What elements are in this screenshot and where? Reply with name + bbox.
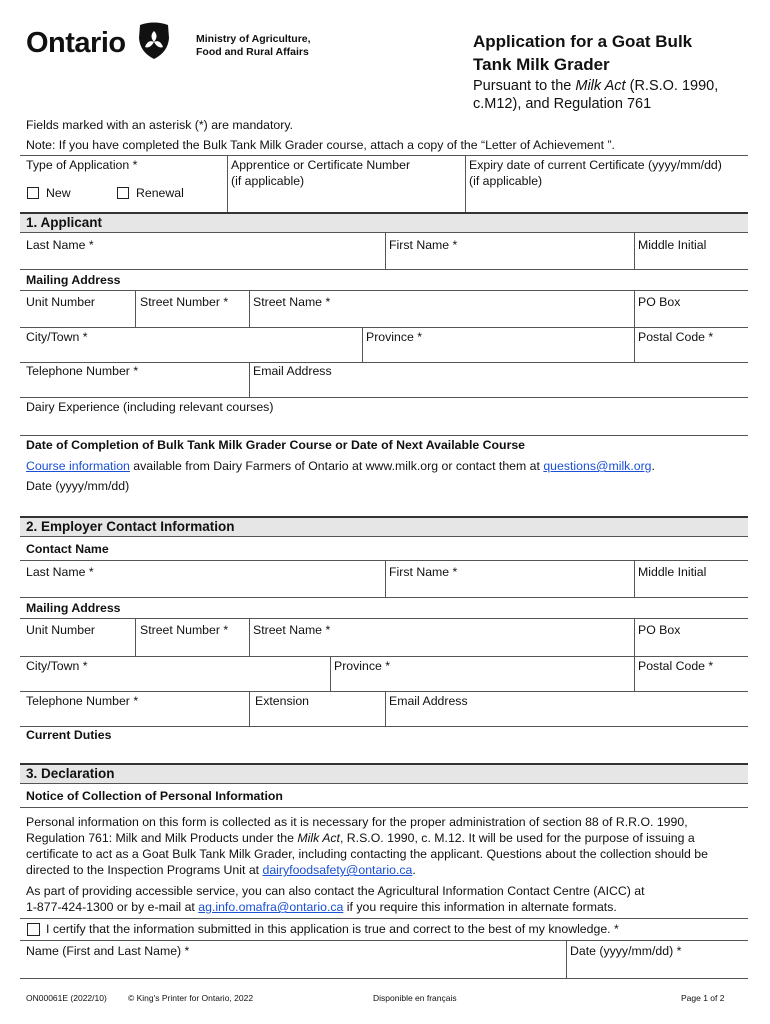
certify-checkbox[interactable] — [27, 923, 40, 936]
employer-unit-number-label: Unit Number — [26, 623, 96, 637]
french-availability: Disponible en français — [373, 993, 457, 1003]
certificate-number-label-1: Apprentice or Certificate Number — [231, 158, 411, 172]
employer-last-name-field[interactable] — [20, 580, 384, 596]
employer-city-field[interactable] — [20, 674, 329, 690]
ministry-name-line2: Food and Rural Affairs — [196, 46, 309, 58]
mandatory-note: Fields marked with an asterisk (*) are mandatory. — [26, 118, 293, 132]
new-checkbox[interactable] — [27, 187, 39, 199]
notice-paragraph: Personal information on this form is collected as it is necessary for the proper administration of section 88 of R.R.O. 1990, Regulation 761: Milk and Milk Products under the Milk Act, R.S.O. 1990, c. M.12. It will be used for the purpose of issuing a certificate to act as a Goat Bulk Tank Milk Grader, including contacting the applicant. Questions about the collection should be directed to the Inspection Programs Unit at dairyfoodsafety@ontario.ca. — [26, 815, 708, 877]
certify-label: I certify that the information submitted in this application is true and correct to the best of my knowledge. * — [46, 922, 619, 936]
employer-mailing-address-heading: Mailing Address — [26, 601, 121, 615]
copyright: © King's Printer for Ontario, 2022 — [128, 993, 254, 1003]
form-subtitle-line2: c.M12), and Regulation 761 — [473, 96, 652, 112]
employer-last-name-label: Last Name * — [26, 565, 94, 579]
applicant-postal-code-field[interactable] — [635, 345, 747, 361]
employer-email-field[interactable] — [386, 709, 747, 725]
employer-middle-initial-label: Middle Initial — [638, 565, 707, 579]
certificate-number-field[interactable] — [228, 190, 464, 211]
applicant-province-label: Province * — [366, 330, 423, 344]
letter-note: Note: If you have completed the Bulk Tank Milk Grader course, attach a copy of the “Letter of Achievement ”. — [26, 138, 615, 152]
ministry-name-line1: Ministry of Agriculture, — [196, 33, 311, 45]
application-type-label: Type of Application * — [26, 158, 138, 172]
applicant-last-name-label: Last Name * — [26, 238, 94, 252]
renewal-checkbox[interactable] — [117, 187, 129, 199]
applicant-po-box-label: PO Box — [638, 295, 681, 309]
declaration-name-field[interactable] — [20, 960, 565, 977]
dairy-experience-label: Dairy Experience (including relevant courses) — [26, 400, 274, 414]
course-date-label: Date (yyyy/mm/dd) — [26, 479, 130, 493]
employer-contact-name-heading: Contact Name — [26, 542, 109, 556]
course-date-heading: Date of Completion of Bulk Tank Milk Grader Course or Date of Next Available Course — [26, 438, 526, 452]
questions-email-link[interactable]: questions@milk.org — [543, 459, 652, 473]
section-applicant-header — [20, 212, 748, 233]
declaration-date-label: Date (yyyy/mm/dd) * — [570, 944, 682, 958]
employer-unit-number-field[interactable] — [20, 639, 134, 655]
notice-heading: Notice of Collection of Personal Information — [26, 789, 283, 803]
employer-extension-field[interactable] — [250, 709, 384, 725]
page-number: Page 1 of 2 — [681, 993, 725, 1003]
employer-province-label: Province * — [334, 659, 391, 673]
current-duties-label: Current Duties — [26, 728, 112, 742]
applicant-unit-number-label: Unit Number — [26, 295, 96, 309]
applicant-street-number-label: Street Number * — [140, 295, 229, 309]
section-employer-header — [20, 516, 748, 537]
section-employer-title: 2. Employer Contact Information — [26, 519, 235, 534]
form-id: ON00061E (2022/10) — [26, 993, 107, 1003]
applicant-street-name-field[interactable] — [250, 310, 633, 326]
employer-first-name-field[interactable] — [386, 580, 633, 596]
declaration-name-label: Name (First and Last Name) * — [26, 944, 190, 958]
employer-street-name-field[interactable] — [250, 639, 633, 655]
course-information-link[interactable]: Course information — [26, 459, 130, 473]
new-label: New — [46, 186, 71, 200]
expiry-date-field[interactable] — [466, 190, 748, 211]
employer-extension-label: Extension — [255, 694, 310, 708]
course-date-field[interactable] — [20, 495, 747, 513]
dairy-experience-field[interactable] — [20, 416, 747, 434]
applicant-unit-number-field[interactable] — [20, 310, 134, 326]
section-declaration-header — [20, 763, 748, 784]
section-declaration-title: 3. Declaration — [26, 766, 115, 781]
employer-postal-code-label: Postal Code * — [638, 659, 714, 673]
applicant-email-field[interactable] — [250, 380, 747, 396]
form-title-line2: Tank Milk Grader — [473, 55, 610, 74]
employer-telephone-label: Telephone Number * — [26, 694, 139, 708]
employer-city-label: City/Town * — [26, 659, 88, 673]
applicant-email-label: Email Address — [253, 364, 332, 378]
logo-wordmark: Ontario — [26, 27, 126, 59]
current-duties-field[interactable] — [20, 744, 747, 760]
applicant-postal-code-label: Postal Code * — [638, 330, 714, 344]
trillium-icon — [136, 22, 172, 60]
employer-po-box-field[interactable] — [635, 639, 747, 655]
employer-street-name-label: Street Name * — [253, 623, 331, 637]
applicant-middle-initial-label: Middle Initial — [638, 238, 707, 252]
applicant-first-name-label: First Name * — [389, 238, 458, 252]
applicant-city-field[interactable] — [20, 345, 361, 361]
applicant-street-number-field[interactable] — [136, 310, 248, 326]
employer-street-number-field[interactable] — [136, 639, 248, 655]
applicant-street-name-label: Street Name * — [253, 295, 331, 309]
employer-province-field[interactable] — [331, 674, 633, 690]
applicant-po-box-field[interactable] — [635, 310, 747, 326]
section-applicant-title: 1. Applicant — [26, 215, 103, 230]
accessibility-paragraph: As part of providing accessible service, you can also contact the Agricultural Information Contact Centre (AICC) at 1-877-424-1300 or by e-mail at ag.info.omafra@ontario.ca if you require this information in alternate formats. — [26, 884, 645, 914]
applicant-city-label: City/Town * — [26, 330, 88, 344]
employer-telephone-field[interactable] — [20, 709, 248, 725]
form-title-line1: Application for a Goat Bulk — [473, 32, 693, 51]
expiry-date-label-1: Expiry date of current Certificate (yyyy/mm/dd) — [469, 158, 722, 172]
employer-middle-initial-field[interactable] — [635, 580, 747, 596]
expiry-date-label-2: (if applicable) — [469, 174, 543, 188]
applicant-mailing-address-heading: Mailing Address — [26, 273, 121, 287]
applicant-province-field[interactable] — [363, 345, 633, 361]
dairyfoodsafety-email-link[interactable]: dairyfoodsafety@ontario.ca — [262, 863, 413, 877]
employer-email-label: Email Address — [389, 694, 468, 708]
applicant-middle-initial-field[interactable] — [635, 252, 747, 268]
course-info-text: Course information available from Dairy Farmers of Ontario at www.milk.org or contact them at questions@milk.org. — [26, 459, 655, 473]
declaration-date-field[interactable] — [567, 960, 747, 977]
applicant-last-name-field[interactable] — [20, 252, 384, 268]
employer-first-name-label: First Name * — [389, 565, 458, 579]
renewal-label: Renewal — [136, 186, 184, 200]
employer-postal-code-field[interactable] — [635, 674, 747, 690]
applicant-first-name-field[interactable] — [386, 252, 633, 268]
applicant-telephone-label: Telephone Number * — [26, 364, 139, 378]
employer-po-box-label: PO Box — [638, 623, 681, 637]
certificate-number-label-2: (if applicable) — [231, 174, 305, 188]
aicc-email-link[interactable]: ag.info.omafra@ontario.ca — [198, 900, 344, 914]
employer-street-number-label: Street Number * — [140, 623, 229, 637]
applicant-telephone-field[interactable] — [20, 380, 248, 396]
form-subtitle-line1: Pursuant to the Milk Act (R.S.O. 1990, — [473, 78, 719, 94]
